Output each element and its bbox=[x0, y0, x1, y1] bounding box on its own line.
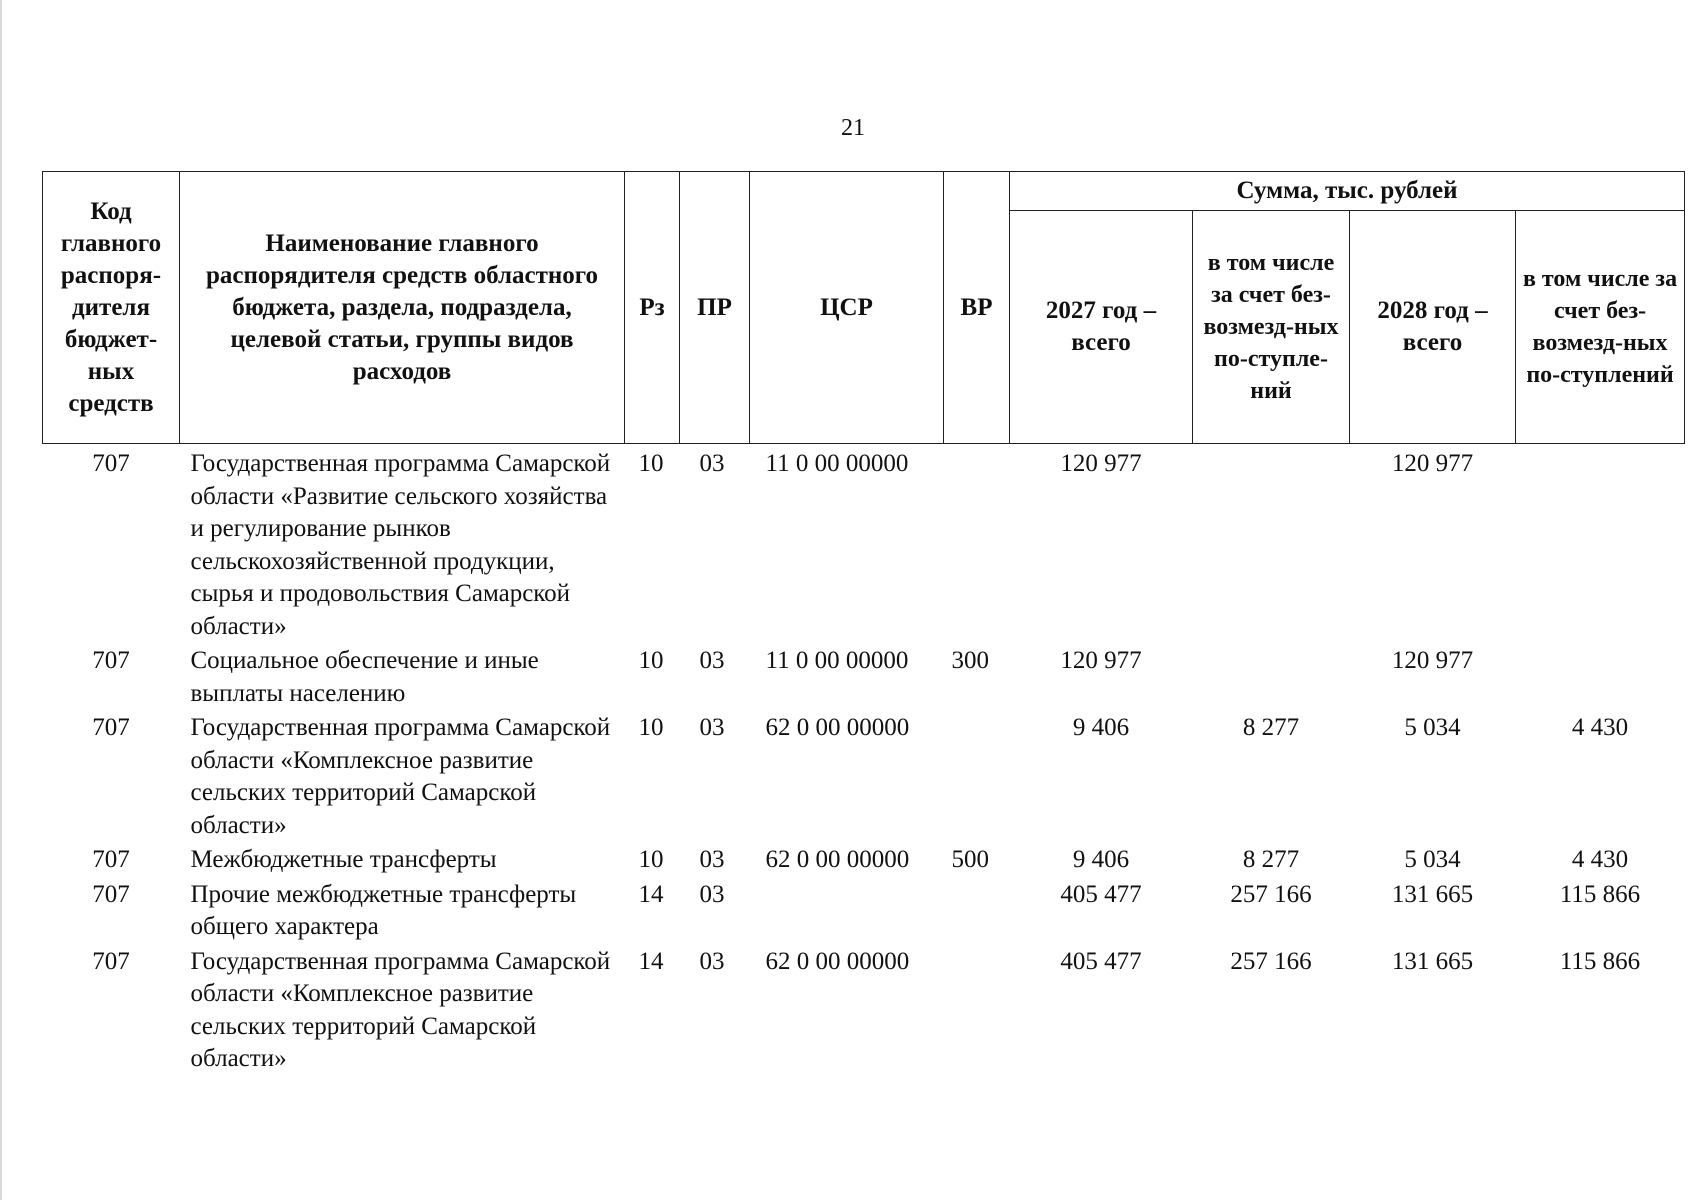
table-header bbox=[43, 172, 1685, 444]
cell-name: Межбюджетные трансферты bbox=[190, 846, 497, 873]
cell-vr: 300 bbox=[951, 647, 989, 674]
cell-2027-free: 257 166 bbox=[1230, 880, 1312, 908]
cell-vr bbox=[944, 877, 1010, 944]
cell-pr: 03 bbox=[699, 846, 725, 873]
table-body bbox=[43, 444, 1685, 1076]
cell-code: 707 bbox=[92, 714, 130, 741]
cell-2028-free: 115 866 bbox=[1559, 947, 1641, 975]
cell-name: Государственная программа Самарской области «Комплексное развитие сельских территорий Самарской области» bbox=[190, 947, 611, 1072]
cell-2028-total: 5 034 bbox=[1404, 714, 1461, 741]
header-vr: ВР bbox=[944, 172, 1010, 444]
header-pr: ПР bbox=[680, 172, 750, 444]
cell-rz: 10 bbox=[638, 647, 664, 674]
header-2027-free: в том числе за счет без-возмезд-ных по-ступле-ний bbox=[1193, 211, 1350, 444]
header-2027-total: 2027 год – всего bbox=[1010, 211, 1193, 444]
header-csr: ЦСР bbox=[750, 172, 944, 444]
cell-2027-total: 9 406 bbox=[1072, 714, 1130, 741]
cell-rz: 10 bbox=[638, 846, 664, 873]
cell-2027-total: 9 406 bbox=[1072, 846, 1130, 873]
cell-vr bbox=[944, 710, 1010, 842]
cell-2028-total: 131 665 bbox=[1391, 880, 1474, 908]
header-rz: Рз bbox=[625, 172, 680, 444]
cell-name: Государственная программа Самарской области «Комплексное развитие сельских территорий Самарской области» bbox=[190, 714, 611, 839]
cell-pr: 03 bbox=[699, 714, 725, 741]
table-row bbox=[43, 877, 1685, 944]
budget-table bbox=[42, 171, 1685, 1076]
page-number: 21 bbox=[841, 115, 865, 141]
scan-edge bbox=[0, 0, 2, 1200]
cell-2027-free: 257 166 bbox=[1230, 947, 1312, 975]
cell-pr: 03 bbox=[699, 450, 725, 477]
cell-csr bbox=[750, 877, 944, 944]
cell-csr: 62 0 00 00000 bbox=[765, 846, 910, 873]
cell-csr: 11 0 00 00000 bbox=[765, 647, 909, 674]
cell-pr: 03 bbox=[699, 880, 725, 908]
cell-name: Социальное обеспечение и иные выплаты населению bbox=[190, 647, 539, 707]
header-2028-total: 2028 год – всего bbox=[1350, 211, 1516, 444]
cell-2027-total: 405 477 bbox=[1060, 880, 1142, 908]
cell-2027-free: 8 277 bbox=[1242, 714, 1300, 741]
cell-2028-total: 120 977 bbox=[1391, 647, 1474, 674]
table-row bbox=[43, 944, 1685, 1076]
cell-csr: 62 0 00 00000 bbox=[765, 714, 910, 741]
cell-code: 707 bbox=[92, 647, 130, 674]
cell-vr bbox=[944, 444, 1010, 644]
cell-rz: 10 bbox=[638, 714, 664, 741]
cell-2027-total: 405 477 bbox=[1060, 947, 1142, 975]
header-code: Код главного распоря-дителя бюджет-ных средств bbox=[43, 172, 180, 444]
cell-2028-free bbox=[1516, 643, 1685, 710]
cell-name: Прочие межбюджетные трансферты общего характера bbox=[190, 880, 577, 940]
table-row bbox=[43, 710, 1685, 842]
table-row bbox=[43, 643, 1685, 710]
cell-2028-free: 115 866 bbox=[1559, 880, 1641, 908]
cell-code: 707 bbox=[92, 450, 130, 477]
cell-code: 707 bbox=[92, 947, 130, 975]
cell-code: 707 bbox=[92, 846, 130, 873]
cell-rz: 14 bbox=[638, 947, 664, 975]
cell-2028-free: 4 430 bbox=[1571, 846, 1629, 873]
cell-2028-free: 4 430 bbox=[1571, 714, 1629, 741]
cell-csr: 11 0 00 00000 bbox=[765, 450, 909, 477]
header-2028-free: в том числе за счет без-возмезд-ных по-ступлений bbox=[1516, 211, 1685, 444]
header-name: Наименование главного распорядителя средств областного бюджета, раздела, подраздела, целевой статьи, группы видов расходов bbox=[180, 172, 625, 444]
cell-2027-total: 120 977 bbox=[1060, 647, 1142, 674]
cell-csr: 62 0 00 00000 bbox=[765, 947, 910, 975]
cell-2028-free bbox=[1516, 444, 1685, 644]
cell-2028-total: 131 665 bbox=[1391, 947, 1474, 975]
cell-2027-free bbox=[1193, 444, 1350, 644]
cell-2027-free bbox=[1193, 643, 1350, 710]
header-sum: Сумма, тыс. рублей bbox=[1010, 172, 1685, 211]
cell-name: Государственная программа Самарской области «Развитие сельского хозяйства и регулирование рынков сельскохозяйственной продукции, сырья и продовольствия Самарской области» bbox=[190, 450, 611, 640]
cell-vr bbox=[944, 944, 1010, 1076]
cell-rz: 10 bbox=[638, 450, 664, 477]
cell-pr: 03 bbox=[699, 947, 725, 975]
cell-2027-free: 8 277 bbox=[1242, 846, 1300, 873]
cell-vr: 500 bbox=[951, 846, 989, 873]
cell-2028-total: 120 977 bbox=[1391, 450, 1474, 477]
table-row bbox=[43, 444, 1685, 644]
cell-code: 707 bbox=[92, 880, 130, 908]
cell-2027-total: 120 977 bbox=[1060, 450, 1142, 477]
cell-pr: 03 bbox=[699, 647, 725, 674]
cell-rz: 14 bbox=[638, 880, 664, 908]
table-row bbox=[43, 842, 1685, 877]
cell-2028-total: 5 034 bbox=[1404, 846, 1461, 873]
